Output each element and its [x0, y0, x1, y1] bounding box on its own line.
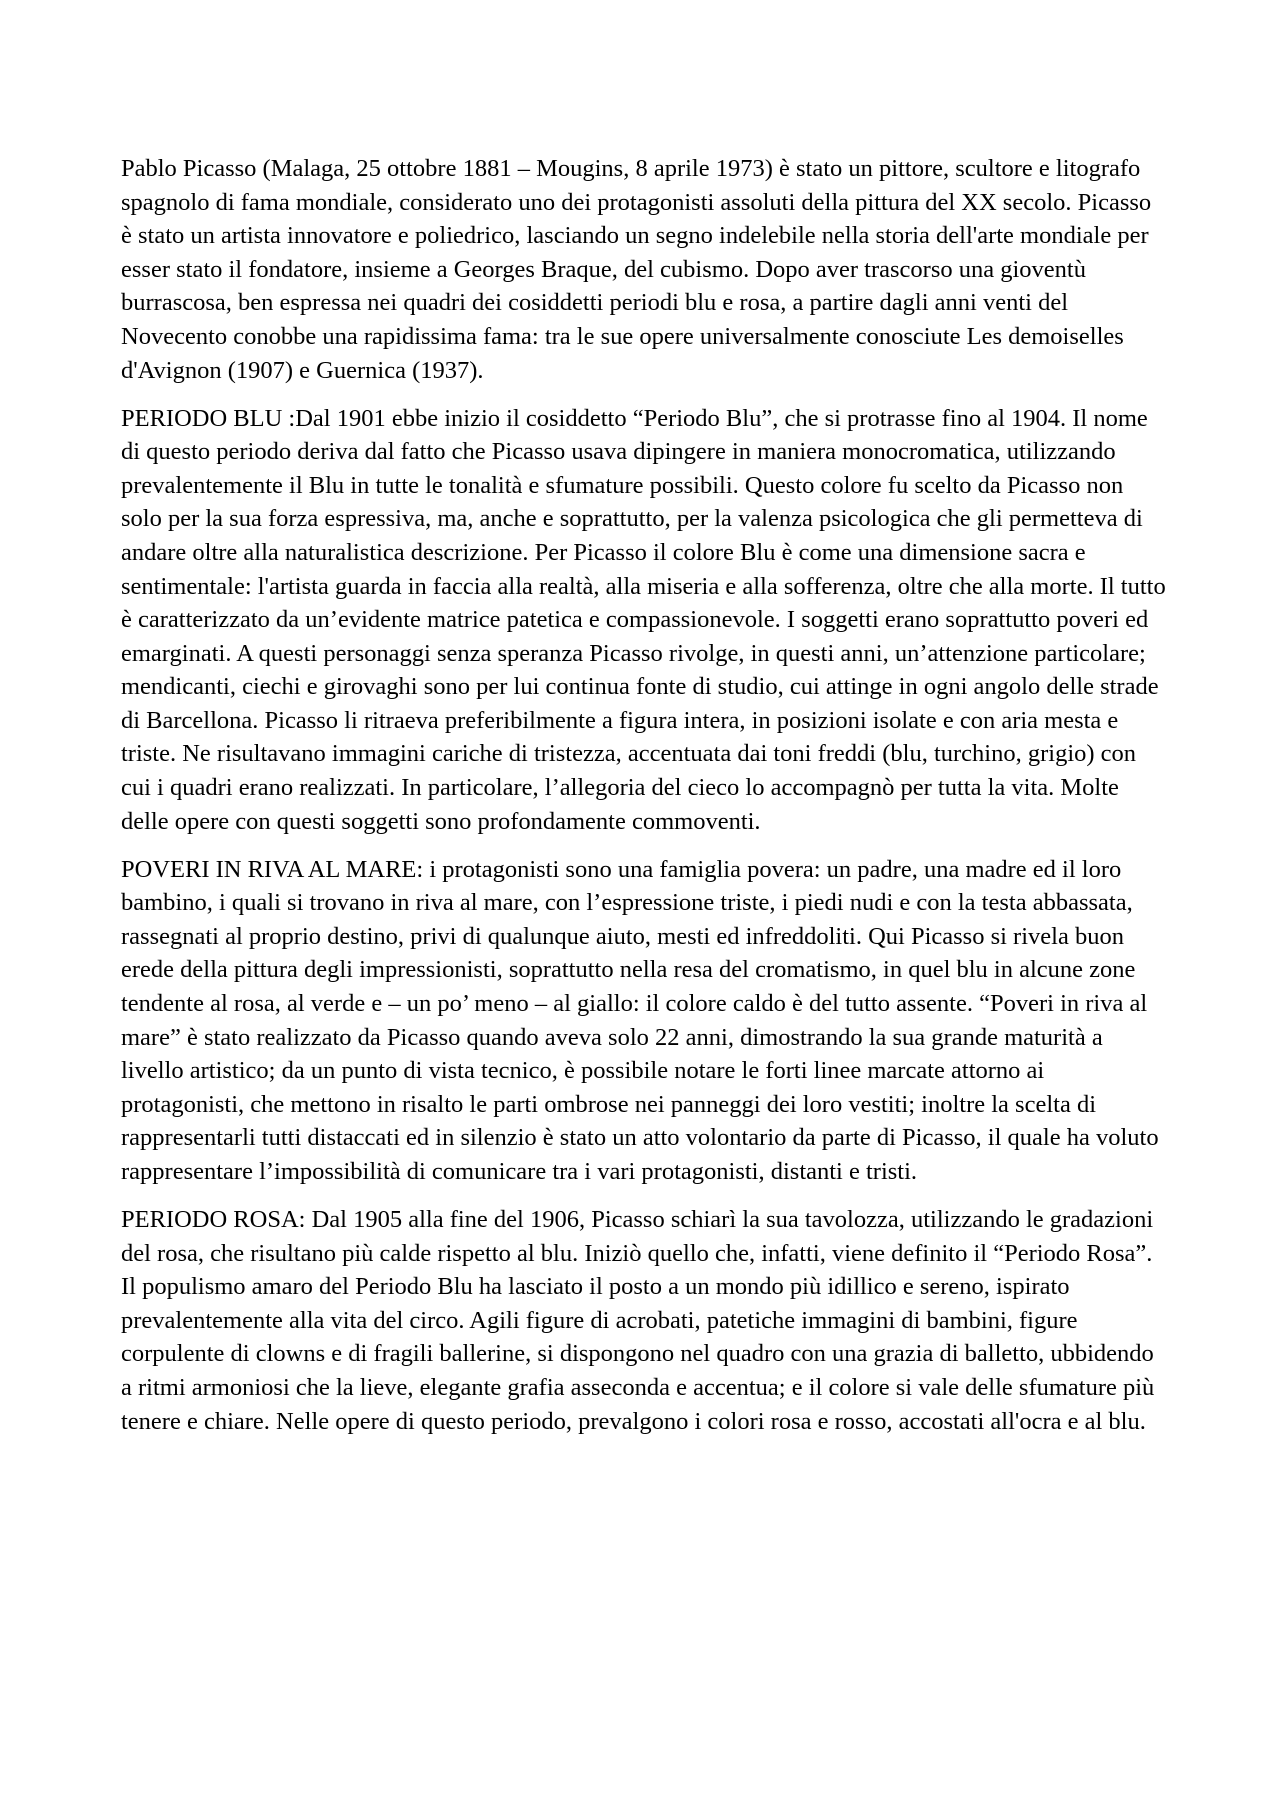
paragraph-intro: Pablo Picasso (Malaga, 25 ottobre 1881 – Mougins, 8 aprile 1973) è stato un pittore, scultore e litografo spagnolo di fama mondiale, considerato uno dei protagonisti assoluti della pittura del XX secolo. Picasso è stato un artista innovatore e poliedrico, lasciando un segno indelebile nella storia dell'arte mondiale per esser stato il fondatore, insieme a Georges Braque, del cubismo. Dopo aver trascorso una gioventù burrascosa, ben espressa nei quadri dei cosiddetti periodi blu e rosa, a partire dagli anni venti del Novecento conobbe una rapidissima fama: tra le sue opere universalmente conosciute Les demoiselles d'Avignon (1907) e Guernica (1937).	[121, 155, 1152, 384]
paragraph-periodo-rosa: PERIODO ROSA: Dal 1905 alla fine del 1906, Picasso schiarì la sua tavolozza, utilizzando le gradazioni del rosa, che risultano più calde rispetto al blu. Iniziò quello che, infatti, viene definito il “Periodo Rosa”. Il populismo amaro del Periodo Blu ha lasciato il posto a un mondo più idillico e sereno, ispirato prevalentemente alla vita del circo. Agili figure di acrobati, patetiche immagini di bambini, figure corpulente di clowns e di fragili ballerine, si dispongono nel quadro con una grazia di balletto, ubbidendo a ritmi armoniosi che la lieve, elegante grafia asseconda e accentua; e il colore si vale delle sfumature più tenere e chiare. Nelle opere di questo periodo, prevalgono i colori rosa e rosso, accostati all'ocra e al blu.	[121, 1205, 1155, 1435]
document-body	[121, 152, 1166, 1453]
paragraph-periodo-blu: PERIODO BLU :Dal 1901 ebbe inizio il cosiddetto “Periodo Blu”, che si protrasse fino al 1904. Il nome di questo periodo deriva dal fatto che Picasso usava dipingere in maniera monocromatica, utilizzando prevalentemente il Blu in tutte le tonalità e sfumature possibili. Questo colore fu scelto da Picasso non solo per la sua forza espressiva, ma, anche e soprattutto, per la valenza psicologica che gli permetteva di andare oltre alla naturalistica descrizione. Per Picasso il colore Blu è come una dimensione sacra e sentimentale: l'artista guarda in faccia alla realtà, alla miseria e alla sofferenza, oltre che alla morte. Il tutto è caratterizzato da un’evidente matrice patetica e compassionevole. I soggetti erano soprattutto poveri ed emarginati. A questi personaggi senza speranza Picasso rivolge, in questi anni, un’attenzione particolare; mendicanti, ciechi e girovaghi sono per lui continua fonte di studio, cui attinge in ogni angolo delle strade di Barcellona. Picasso li ritraeva preferibilmente a figura intera, in posizioni isolate e con aria mesta e triste. Ne risultavano immagini cariche di tristezza, accentuata dai toni freddi (blu, turchino, grigio) con cui i quadri erano realizzati. In particolare, l’allegoria del cieco lo accompagnò per tutta la vita. Molte delle opere con questi soggetti sono profondamente commoventi.	[121, 404, 1166, 835]
paragraph-poveri-in-riva-al-mare: POVERI IN RIVA AL MARE: i protagonisti sono una famiglia povera: un padre, una madre ed il loro bambino, i quali si trovano in riva al mare, con l’espressione triste, i piedi nudi e con la testa abbassata, rassegnati al proprio destino, privi di qualunque aiuto, mesti ed infreddoliti. Qui Picasso si rivela buon erede della pittura degli impressionisti, soprattutto nella resa del cromatismo, in quel blu in alcune zone tendente al rosa, al verde e – un po’ meno – al giallo: il colore caldo è del tutto assente. “Poveri in riva al mare” è stato realizzato da Picasso quando aveva solo 22 anni, dimostrando la sua grande maturità a livello artistico; da un punto di vista tecnico, è possibile notare le forti linee marcate attorno ai protagonisti, che mettono in risalto le parti ombrose nei panneggi dei loro vestiti; inoltre la scelta di rappresentarli tutti distaccati ed in silenzio è stato un atto volontario da parte di Picasso, il quale ha voluto rappresentare l’impossibilità di comunicare tra i vari protagonisti, distanti e tristi.	[121, 855, 1159, 1185]
